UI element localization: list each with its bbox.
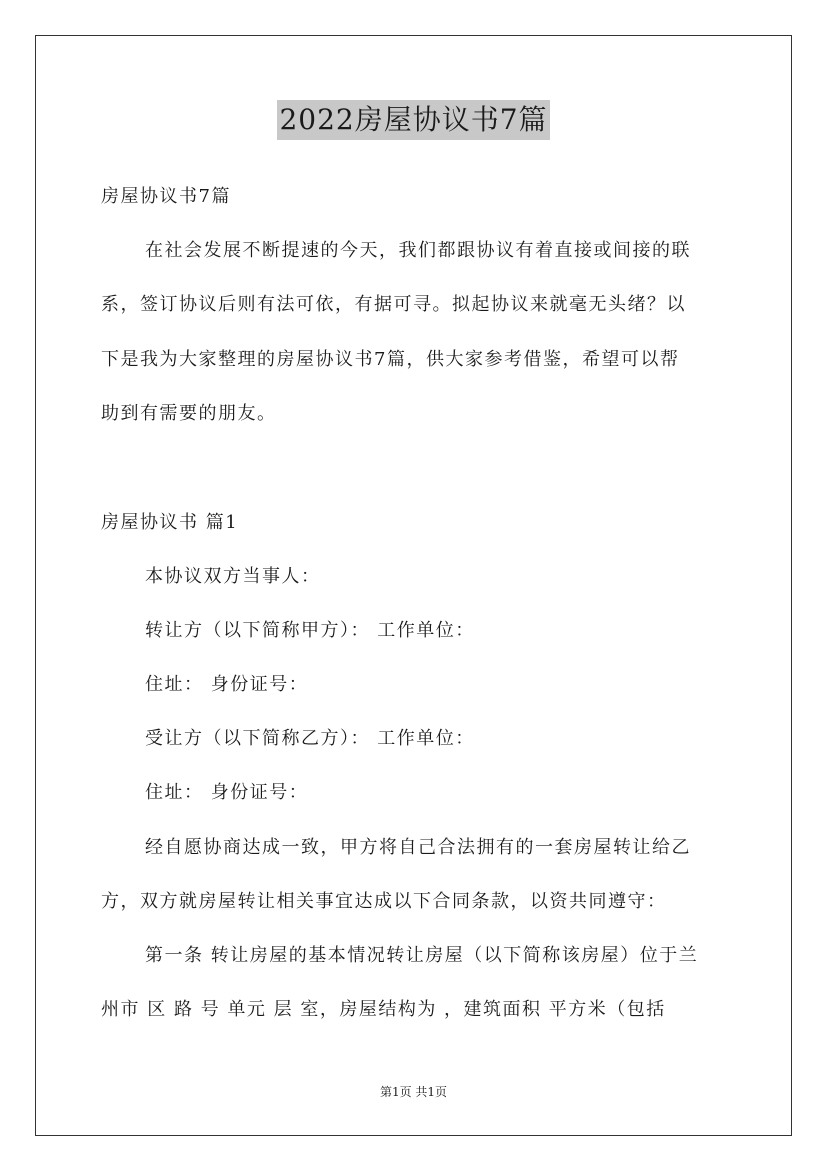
- paragraph-line: 转让方（以下简称甲方）： 工作单位：: [145, 620, 475, 641]
- paragraph-line: 州市 区 路 号 单元 层 室，房屋结构为 ，建筑面积 平方米（包括: [101, 999, 666, 1020]
- paragraph-line: 住址： 身份证号：: [145, 782, 309, 803]
- page-footer: 第1页 共1页: [379, 1085, 448, 1099]
- paragraph-line: 第一条 转让房屋的基本情况转让房屋（以下简称该房屋）位于兰: [145, 945, 699, 966]
- subtitle: 房屋协议书7篇: [101, 186, 231, 207]
- paragraph-line: 下是我为大家整理的房屋协议书7篇，供大家参考借鉴，希望可以帮: [101, 349, 680, 370]
- paragraph-line: 方，双方就房屋转让相关事宜达成以下合同条款，以资共同遵守：: [101, 891, 667, 912]
- title-wrap: [0, 100, 827, 140]
- paragraph-line: 经自愿协商达成一致，甲方将自己合法拥有的一套房屋转让给乙: [145, 837, 691, 858]
- paragraph-line: 系，签订协议后则有法可依，有据可寻。拟起协议来就毫无头绪？以: [101, 294, 686, 315]
- paragraph-line: 住址： 身份证号：: [145, 674, 309, 695]
- page-title: 2022房屋协议书7篇: [277, 100, 549, 140]
- paragraph-line: 在社会发展不断提速的今天，我们都跟协议有着直接或间接的联: [145, 240, 691, 261]
- section-heading: 房屋协议书 篇1: [101, 512, 239, 533]
- paragraph-line: 受让方（以下简称乙方）： 工作单位：: [145, 728, 475, 749]
- paragraph-line: 助到有需要的朋友。: [101, 403, 277, 424]
- paragraph-line: 本协议双方当事人：: [145, 566, 321, 587]
